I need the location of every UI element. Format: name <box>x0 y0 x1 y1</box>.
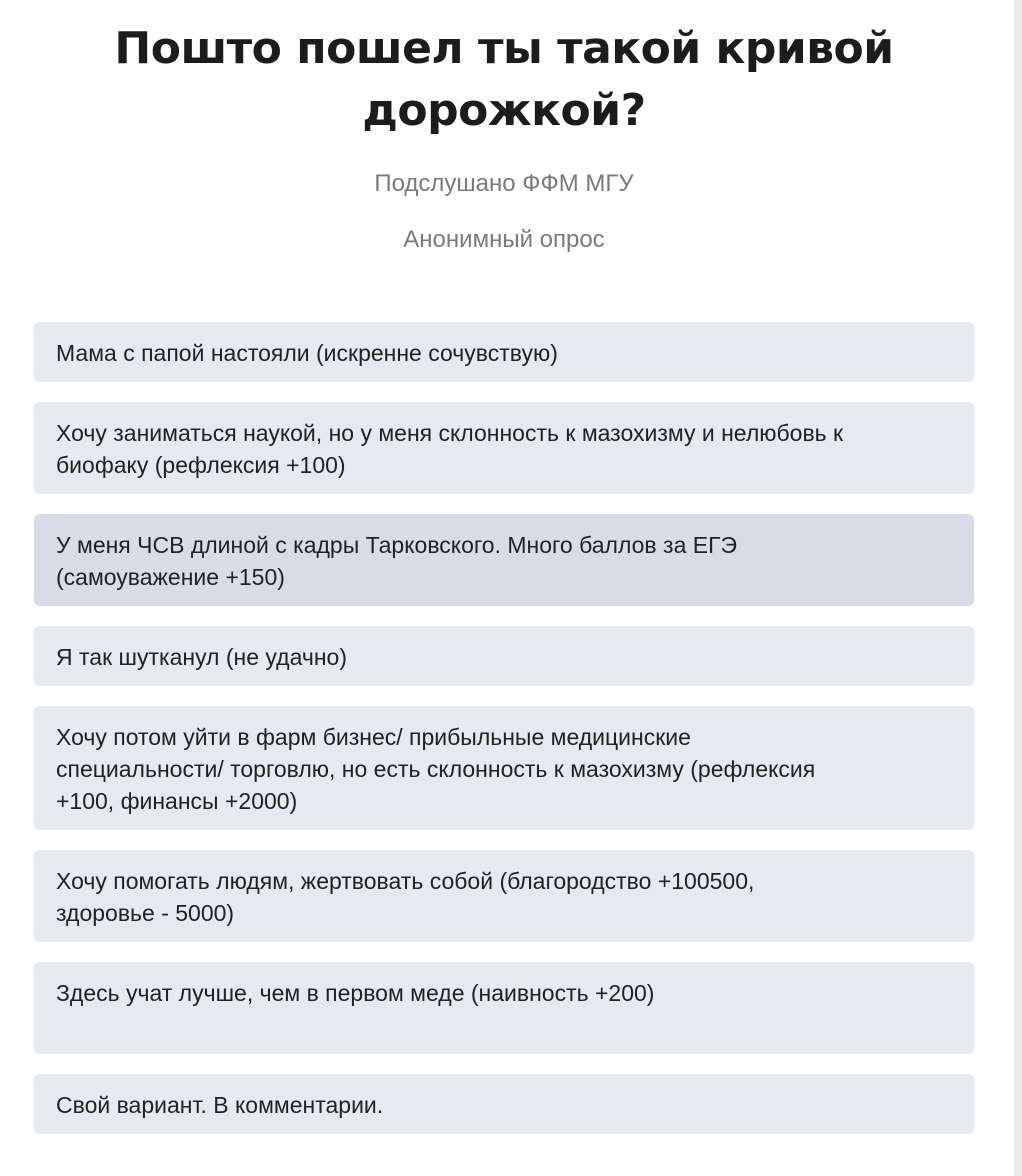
poll-option-label: Здесь учат лучше, чем в первом меде (наивность +200) <box>56 980 655 1006</box>
poll-option[interactable] <box>34 322 974 382</box>
poll-option[interactable] <box>34 850 974 942</box>
poll-type: Анонимный опрос <box>403 226 605 253</box>
poll-option[interactable] <box>34 706 974 830</box>
poll-option-label: Хочу заниматься наукой, но у меня склонность к мазохизму и нелюбовь к биофаку (рефлексия +100) <box>56 420 844 478</box>
poll-option[interactable] <box>34 626 974 686</box>
window-edge <box>1014 0 1022 1176</box>
poll-options <box>34 322 974 1134</box>
poll-option[interactable] <box>34 962 974 1054</box>
poll-option[interactable] <box>34 1074 974 1134</box>
poll-option-label: У меня ЧСВ длиной с кадры Тарковского. Много баллов за ЕГЭ (самоуважение +150) <box>56 532 738 590</box>
poll-card <box>0 0 1008 254</box>
poll-title: Пошто пошел ты такой кривой дорожкой? <box>114 23 894 136</box>
poll-author[interactable]: Подслушано ФФМ МГУ <box>374 170 634 197</box>
poll-option-label: Хочу помогать людям, жертвовать собой (благородство +100500, здоровье - 5000) <box>56 868 755 926</box>
poll-option-label: Хочу потом уйти в фарм бизнес/ прибыльные медицинские специальности/ торговлю, но есть склонность к мазохизму (рефлексия +100, финансы +2000) <box>56 724 816 814</box>
poll-option-label: Мама с папой настояли (искренне сочувствую) <box>56 340 558 366</box>
poll-option-label: Я так шутканул (не удачно) <box>56 644 347 670</box>
poll-option-hovered[interactable] <box>34 514 974 606</box>
poll-option[interactable] <box>34 402 974 494</box>
poll-option-label: Свой вариант. В комментарии. <box>56 1092 384 1118</box>
